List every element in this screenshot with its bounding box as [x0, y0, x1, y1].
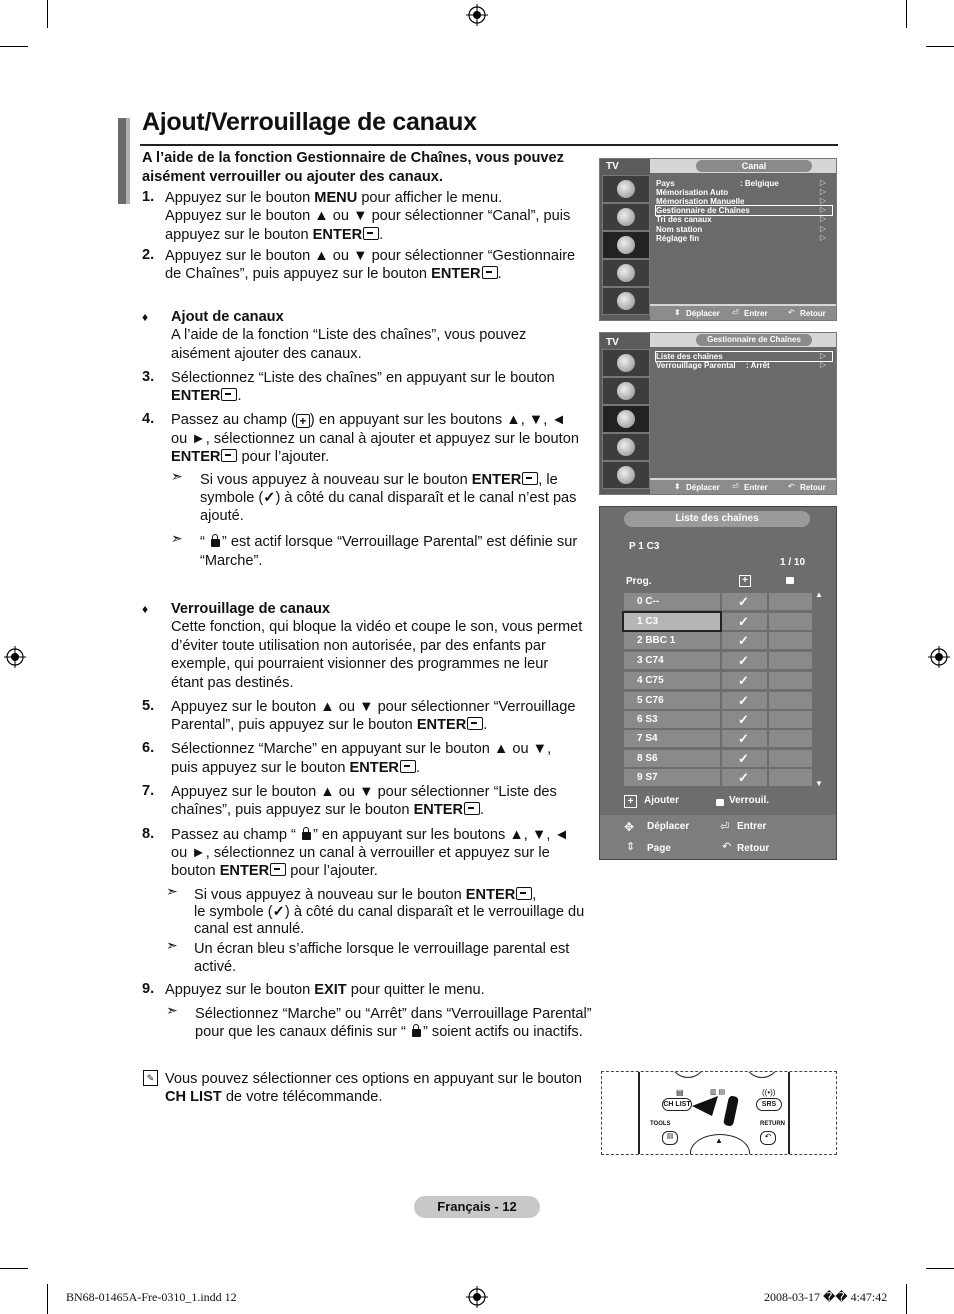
chlist-button[interactable]: CH LIST — [662, 1098, 692, 1111]
move-icon: ✥ — [624, 820, 635, 834]
step-9-text: Appuyez sur le bouton EXIT pour quitter le menu. — [165, 982, 485, 998]
bullet: ♦ — [142, 310, 149, 324]
page-label: Page — [647, 843, 671, 854]
srs-button[interactable]: SRS — [756, 1098, 782, 1111]
note-text: Sélectionnez “Marche” ou “Arrêt” dans “Verrouillage Parental” — [195, 1006, 592, 1022]
enter-icon — [482, 266, 498, 279]
submenu-arrow-icon: ▷ — [819, 351, 826, 360]
mode-icons: ▥ ▤ — [710, 1089, 726, 1096]
channel-row[interactable]: 6 S3 ✓ — [624, 711, 812, 729]
step-8-text: bouton ENTER pour l’ajouter. — [171, 863, 378, 879]
prog-column-label: Prog. — [626, 576, 652, 587]
lock-cell[interactable] — [769, 613, 812, 630]
enter-label: Entrer — [744, 309, 768, 318]
remote-body — [638, 1071, 790, 1155]
channel-row[interactable]: 3 C74 ✓ — [624, 652, 812, 670]
enter-icon — [467, 717, 483, 730]
return-icon: ↶ — [788, 482, 795, 491]
channel-list-screen — [599, 506, 837, 860]
menu-item-reglage-fin[interactable]: Réglage fin — [656, 234, 700, 243]
tv-label: TV — [606, 337, 619, 348]
step-5-text: Appuyez sur le bouton ▲ ou ▼ pour sélectionner “Verrouillage — [171, 699, 576, 715]
crop-mark — [0, 1268, 28, 1269]
channel-row[interactable]: 5 C76 ✓ — [624, 692, 812, 710]
step-number: 6. — [142, 740, 155, 756]
menu-footer — [650, 306, 836, 320]
note-text: Si vous appuyez à nouveau sur le bouton ENTER , le — [200, 472, 558, 488]
enter-label: Entrer — [744, 483, 768, 492]
step-number: 5. — [142, 698, 155, 714]
scroll-up-icon[interactable]: ▲ — [815, 590, 823, 599]
move-icon: ⬍ — [674, 482, 681, 491]
crop-mark — [906, 1284, 907, 1314]
channel-menu-icon[interactable] — [602, 231, 650, 259]
return-button[interactable]: ↶ — [760, 1131, 776, 1145]
lock-label: Verrouil. — [729, 795, 770, 806]
return-label: Retour — [800, 483, 826, 492]
enter-icon — [270, 863, 286, 876]
enter-icon — [464, 802, 480, 815]
step-7-text: Appuyez sur le bouton ▲ ou ▼ pour sélectionner “Liste des — [171, 784, 557, 800]
section-desc: Cette fonction, qui bloque la vidéo et coupe le son, vous permet — [171, 619, 583, 635]
crop-mark — [0, 46, 28, 47]
lock-icon — [716, 799, 724, 806]
remote-control-illustration — [601, 1071, 837, 1155]
check-icon[interactable]: ✓ — [738, 731, 749, 746]
menu-item-memorisation-manuelle[interactable]: Mémorisation Manuelle — [656, 197, 745, 206]
print-date: 2008-03-17 �� 4:47:42 — [764, 1290, 888, 1304]
enter-icon — [221, 449, 237, 462]
step-number: 2. — [142, 247, 155, 263]
crop-mark — [47, 1284, 48, 1314]
enter-icon — [522, 472, 538, 485]
chlist-small-icon: ▤ — [676, 1088, 684, 1097]
check-icon[interactable]: ✓ — [738, 712, 749, 727]
note-text: Vous pouvez sélectionner ces options en appuyant sur le bouton — [165, 1071, 583, 1087]
section-desc: aisément ajouter des canaux. — [171, 346, 362, 362]
current-channel: P 1 C3 — [629, 541, 660, 552]
srs-small-icon: ((•)) — [762, 1088, 776, 1097]
step-5-text: Parental”, puis appuyez sur le bouton ENTER . — [171, 717, 488, 733]
submenu-arrow-icon: ▷ — [819, 178, 826, 187]
channel-list-header: Liste des chaînes — [624, 511, 810, 527]
note-text: symbole (✓) à côté du canal disparaît et le canal n’est pas — [200, 490, 577, 506]
note-text: canal est annulé. — [194, 921, 305, 937]
section-desc: A l’aide de la fonction “Liste des chaînes”, vous pouvez — [171, 327, 527, 343]
page-indicator: 1 / 10 — [780, 557, 806, 568]
menu-footer — [650, 480, 836, 494]
note-text: ajouté. — [200, 508, 244, 524]
lock-column-icon — [786, 577, 794, 584]
pays-value: : Belgique — [740, 179, 779, 188]
submenu-arrow-icon: ▷ — [819, 196, 826, 205]
add-label: Ajouter — [644, 795, 679, 806]
lock-cell[interactable] — [769, 711, 812, 728]
check-icon: ✓ — [272, 904, 285, 920]
step-number: 1. — [142, 189, 155, 205]
title-accent-bar — [126, 118, 130, 204]
section-desc: étant pas destinés. — [171, 675, 294, 691]
parental-value: : Arrêt — [746, 361, 770, 370]
registration-mark-icon — [928, 646, 950, 668]
step-2-text: de Chaînes”, puis appuyez sur le bouton ENTER . — [165, 266, 502, 282]
lock-cell[interactable] — [769, 750, 812, 767]
menu-item-verrouillage-parental[interactable]: Verrouillage Parental — [656, 361, 736, 370]
picture-menu-icon[interactable] — [602, 175, 650, 203]
menu-panel — [650, 173, 836, 304]
note-arrow-icon: ➣ — [171, 530, 183, 546]
tools-button[interactable]: ▤ — [662, 1131, 678, 1145]
move-icon: ⬍ — [674, 308, 681, 317]
tv-menu-screen-gestionnaire — [599, 332, 837, 495]
menu-item-nom-station[interactable]: Nom station — [656, 225, 703, 234]
note-text: pour que les canaux définis sur “ ” soient actifs ou inactifs. — [195, 1024, 583, 1040]
return-icon: ↶ — [722, 841, 732, 853]
tv-menu-screen-canal — [599, 158, 837, 321]
menu-item-liste-chaines[interactable]: Liste des chaînes — [656, 352, 832, 361]
step-number: 4. — [142, 411, 155, 427]
step-number: 3. — [142, 369, 155, 385]
return-label: RETURN — [760, 1121, 785, 1127]
check-icon[interactable]: ✓ — [738, 770, 749, 785]
submenu-arrow-icon: ▷ — [819, 360, 826, 369]
crop-mark — [926, 46, 954, 47]
channel-menu-icon[interactable] — [602, 405, 650, 433]
remote-button — [744, 1071, 780, 1078]
submenu-arrow-icon: ▷ — [819, 205, 826, 214]
enter-icon — [363, 227, 379, 240]
section-heading-lock: Verrouillage de canaux — [171, 601, 330, 617]
registration-mark-icon — [466, 1286, 488, 1308]
add-icon: + — [624, 795, 637, 808]
step-2-text: Appuyez sur le bouton ▲ ou ▼ pour sélectionner “Gestionnaire — [165, 248, 576, 264]
crop-mark — [926, 1268, 954, 1269]
setup-menu-icon[interactable] — [602, 259, 650, 287]
enter-icon — [221, 388, 237, 401]
return-label: Retour — [737, 843, 770, 854]
step-4-text: Passez au champ ( + ) en appuyant sur les boutons ▲, ▼, ◄ — [171, 412, 566, 428]
step-1-text: Appuyez sur le bouton ▲ ou ▼ pour sélectionner “Canal”, puis — [165, 208, 571, 224]
step-number: 8. — [142, 826, 155, 842]
note-arrow-icon: ➣ — [166, 883, 178, 899]
note-text: le symbole (✓) à côté du canal disparaît et le verrouillage du — [194, 904, 585, 920]
sound-menu-icon[interactable] — [602, 377, 650, 405]
add-column-icon: + — [739, 575, 751, 587]
step-number: 9. — [142, 981, 155, 997]
registration-mark-icon — [466, 4, 488, 26]
sound-menu-icon[interactable] — [602, 203, 650, 231]
step-3-text: Sélectionnez “Liste des chaînes” en appuyant sur le bouton — [171, 370, 555, 386]
channel-list-footer — [600, 815, 836, 859]
note-text: “ ” est actif lorsque “Verrouillage Parental” est définie sur — [200, 534, 578, 550]
remote-rocker — [723, 1095, 739, 1126]
menu-item-gestionnaire[interactable]: Gestionnaire de Chaînes — [656, 206, 832, 215]
lock-cell[interactable] — [769, 730, 812, 747]
step-7-text: chaînes”, puis appuyez sur le bouton ENTER . — [171, 802, 485, 818]
tv-label: TV — [606, 161, 619, 172]
step-8-text: Passez au champ “ ” en appuyant sur les boutons ▲, ▼, ◄ — [171, 827, 569, 843]
note-arrow-icon: ➣ — [166, 1002, 178, 1018]
up-arrow-icon[interactable]: ▲ — [715, 1136, 723, 1145]
return-label: Retour — [800, 309, 826, 318]
lock-cell[interactable] — [769, 652, 812, 669]
check-icon: ✓ — [263, 490, 276, 506]
note-arrow-icon: ➣ — [171, 468, 183, 484]
file-info: BN68-01465A-Fre-0310_1.indd 12 — [66, 1290, 237, 1304]
bullet: ♦ — [142, 602, 149, 616]
input-menu-icon[interactable] — [602, 287, 650, 315]
menu-panel — [650, 347, 836, 478]
menu-item-tri-canaux[interactable]: Tri des canaux — [656, 215, 712, 224]
step-8-text: ou ►, sélectionnez un canal à verrouiller et appuyez sur le — [171, 845, 550, 861]
step-1-text: appuyez sur le bouton ENTER . — [165, 227, 384, 243]
input-menu-icon[interactable] — [602, 461, 650, 489]
check-icon[interactable]: ✓ — [738, 693, 749, 708]
lock-icon — [412, 1029, 421, 1037]
channel-row[interactable]: 7 S4 ✓ — [624, 730, 812, 748]
scroll-down-icon[interactable]: ▼ — [815, 779, 823, 788]
step-6-text: Sélectionnez “Marche” en appuyant sur le bouton ▲ ou ▼, — [171, 741, 552, 757]
lock-cell[interactable] — [769, 769, 812, 786]
remote-button — [670, 1071, 706, 1078]
enter-icon: ⏎ — [732, 308, 739, 317]
crop-mark — [906, 0, 907, 28]
enter-icon: ⏎ — [732, 482, 739, 491]
lock-cell[interactable] — [769, 632, 812, 649]
channel-row[interactable]: 9 S7 ✓ — [624, 769, 812, 787]
section-desc: d’éviter toute utilisation non autorisée, par des enfants par — [171, 638, 546, 654]
enter-icon: ⏎ — [720, 821, 730, 833]
channel-row[interactable]: 4 C75 ✓ — [624, 672, 812, 690]
note-arrow-icon: ➣ — [166, 937, 178, 953]
menu-header: Gestionnaire de Chaînes — [696, 334, 812, 346]
submenu-arrow-icon: ▷ — [819, 187, 826, 196]
page-number-badge: Français - 12 — [414, 1196, 540, 1218]
lock-cell[interactable] — [769, 692, 812, 709]
enter-label: Entrer — [737, 821, 767, 832]
note-text: CH LIST de votre télécommande. — [165, 1089, 383, 1105]
note-text: “Marche”. — [200, 553, 263, 569]
section-heading-add: Ajout de canaux — [171, 309, 284, 325]
check-icon[interactable]: ✓ — [738, 633, 749, 648]
step-number: 7. — [142, 783, 155, 799]
note-text: Si vous appuyez à nouveau sur le bouton ENTER , — [194, 887, 537, 903]
lock-icon — [211, 539, 220, 547]
intro-text: A l’aide de la fonction Gestionnaire de Chaînes, vous pouvez aisément verrouiller ou ajouter des canaux. — [142, 150, 564, 185]
menu-item-pays[interactable]: Pays — [656, 179, 675, 188]
step-4-text: ou ►, sélectionnez un canal à ajouter et appuyez sur le bouton — [171, 431, 579, 447]
check-icon[interactable]: ✓ — [738, 751, 749, 766]
crop-mark — [47, 0, 48, 28]
step-1-text: Appuyez sur le bouton MENU pour afficher le menu. — [165, 190, 503, 206]
move-label: Déplacer — [686, 309, 720, 318]
channel-row[interactable]: 1 C3 ✓ — [624, 613, 812, 631]
setup-menu-icon[interactable] — [602, 433, 650, 461]
channel-row[interactable]: 0 C-- ✓ — [624, 593, 812, 611]
arrow-pointer-icon — [692, 1096, 720, 1116]
submenu-arrow-icon: ▷ — [819, 214, 826, 223]
step-3-text: ENTER . — [171, 388, 242, 404]
check-icon[interactable]: ✓ — [738, 653, 749, 668]
channel-row[interactable]: 2 BBC 1 ✓ — [624, 632, 812, 650]
tools-label: TOOLS — [650, 1121, 671, 1127]
note-text: Un écran bleu s’affiche lorsque le verrouillage parental est — [194, 941, 570, 957]
lock-cell[interactable] — [769, 593, 812, 610]
note-icon: ✎ — [143, 1070, 158, 1086]
lock-icon — [302, 832, 311, 840]
menu-header: Canal — [696, 160, 812, 172]
menu-item-memorisation-auto[interactable]: Mémorisation Auto — [656, 188, 729, 197]
channel-row[interactable]: 8 S6 ✓ — [624, 750, 812, 768]
lock-cell[interactable] — [769, 672, 812, 689]
submenu-arrow-icon: ▷ — [819, 233, 826, 242]
return-icon: ↶ — [788, 308, 795, 317]
submenu-arrow-icon: ▷ — [819, 224, 826, 233]
page-title: Ajout/Verrouillage de canaux — [142, 108, 477, 136]
enter-icon — [400, 760, 416, 773]
picture-menu-icon[interactable] — [602, 349, 650, 377]
registration-mark-icon — [4, 646, 26, 668]
check-icon[interactable]: ✓ — [738, 614, 749, 629]
move-label: Déplacer — [686, 483, 720, 492]
page-icon: ⇕ — [626, 841, 636, 853]
move-label: Déplacer — [647, 821, 690, 832]
check-icon[interactable]: ✓ — [738, 594, 749, 609]
title-underline — [140, 144, 838, 146]
check-icon[interactable]: ✓ — [738, 673, 749, 688]
add-icon: + — [296, 414, 310, 428]
section-desc: exemple, qui pourraient visionner des programmes ne leur — [171, 656, 549, 672]
step-6-text: puis appuyez sur le bouton ENTER . — [171, 760, 421, 776]
step-4-text: ENTER pour l’ajouter. — [171, 449, 330, 465]
enter-icon — [516, 887, 532, 900]
note-text: activé. — [194, 959, 237, 975]
